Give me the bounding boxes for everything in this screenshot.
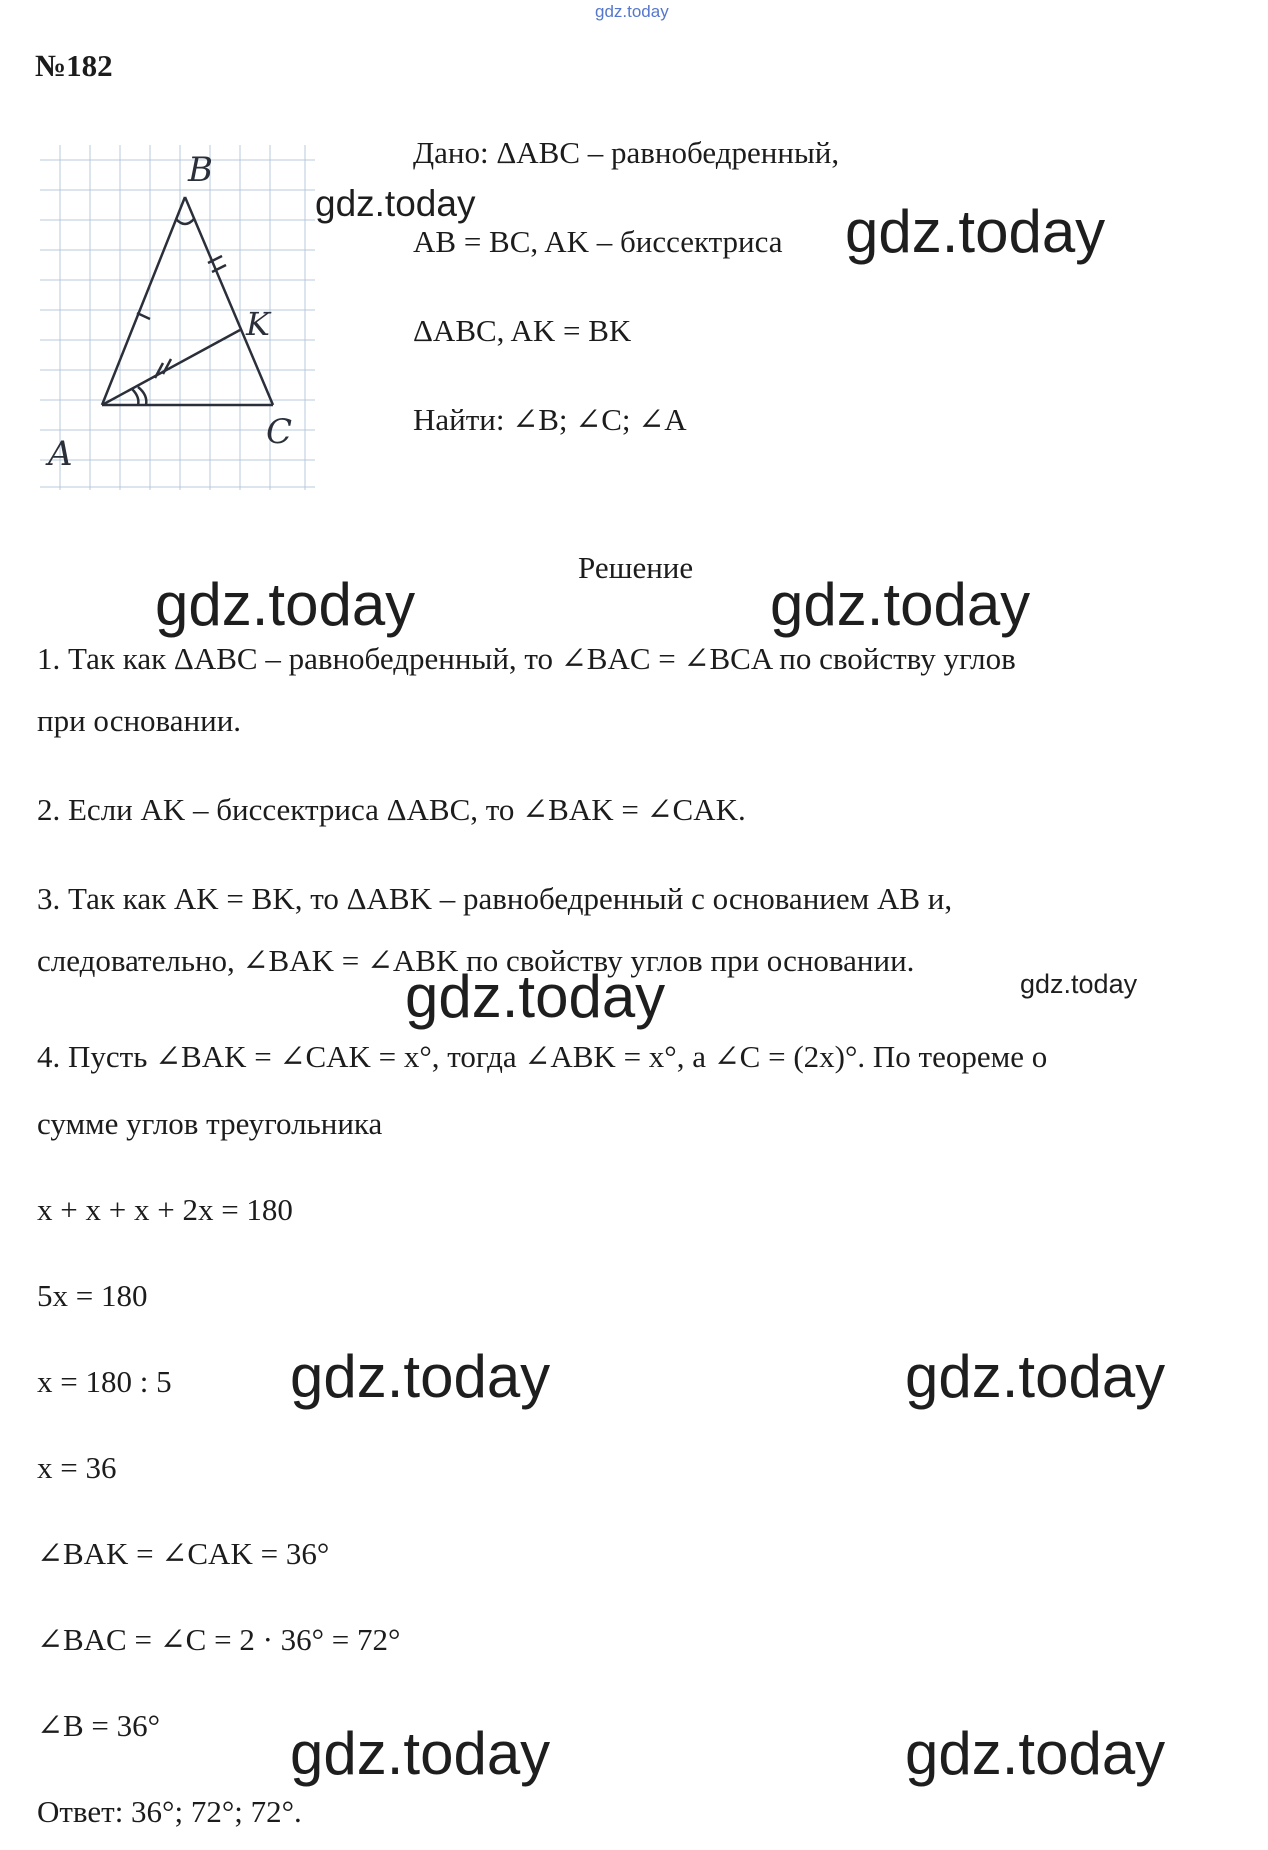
vertex-label-c: C — [266, 412, 293, 452]
step-2: 2. Если AK – биссектриса ΔABC, то ∠BAK = ∠CAK. — [37, 792, 746, 827]
step-1-line-1: 1. Так как ΔABC – равнобедренный, то ∠BAC = ∠BCA по свойству углов — [37, 641, 1016, 676]
equation-3: x = 180 : 5 — [37, 1364, 172, 1399]
watermark: gdz.today — [905, 1720, 1166, 1787]
find-line: Найти: ∠B; ∠C; ∠A — [413, 402, 687, 437]
step-4-line-1: 4. Пусть ∠BAK = ∠CAK = x°, тогда ∠ABK = x°, а ∠C = (2x)°. По теореме о — [37, 1039, 1048, 1074]
tick-ak-2 — [163, 359, 171, 374]
top-watermark: gdz.today — [595, 2, 669, 21]
triangle-figure — [40, 145, 320, 500]
equation-6: ∠BAC = ∠C = 2 · 36° = 72° — [37, 1622, 401, 1657]
angle-arc-a-1 — [132, 389, 138, 405]
tick-ab — [137, 313, 150, 319]
vertex-label-k: K — [246, 305, 270, 343]
equation-7: ∠B = 36° — [37, 1708, 161, 1743]
equation-4: x = 36 — [37, 1450, 117, 1485]
watermark: gdz.today — [405, 963, 666, 1030]
watermark: gdz.today — [770, 571, 1031, 638]
solution-heading: Решение — [578, 550, 694, 585]
answer: Ответ: 36°; 72°; 72°. — [37, 1794, 302, 1829]
watermark: gdz.today — [845, 198, 1106, 265]
problem-number: №182 — [35, 48, 113, 83]
watermark: gdz.today — [155, 571, 416, 638]
vertex-label-b: B — [188, 150, 213, 190]
step-4-line-2: сумме углов треугольника — [37, 1106, 383, 1141]
watermark: gdz.today — [905, 1343, 1166, 1410]
watermark: gdz.today — [1020, 969, 1138, 999]
equation-2: 5x = 180 — [37, 1278, 148, 1313]
equation-1: x + x + x + 2x = 180 — [37, 1192, 293, 1227]
bisector-ak — [102, 330, 240, 405]
side-ab — [102, 197, 185, 405]
watermark: gdz.today — [290, 1720, 551, 1787]
given-line-2: AB = BC, AK – биссектриса — [413, 224, 783, 259]
given-line-1: Дано: ΔABC – равнобедренный, — [413, 135, 840, 170]
watermark: gdz.today — [315, 183, 476, 224]
side-bc — [185, 197, 273, 405]
equation-5: ∠BAK = ∠CAK = 36° — [37, 1536, 330, 1571]
step-3-line-2: следовательно, ∠BAK = ∠ABK по свойству углов при основании. — [37, 943, 915, 978]
step-3-line-1: 3. Так как AK = BK, то ΔABK – равнобедренный с основанием AB и, — [37, 881, 953, 916]
step-1-line-2: при основании. — [37, 703, 242, 738]
vertex-label-a: A — [48, 434, 73, 474]
given-line-3: ΔABC, AK = BK — [413, 313, 632, 348]
watermark: gdz.today — [290, 1343, 551, 1410]
